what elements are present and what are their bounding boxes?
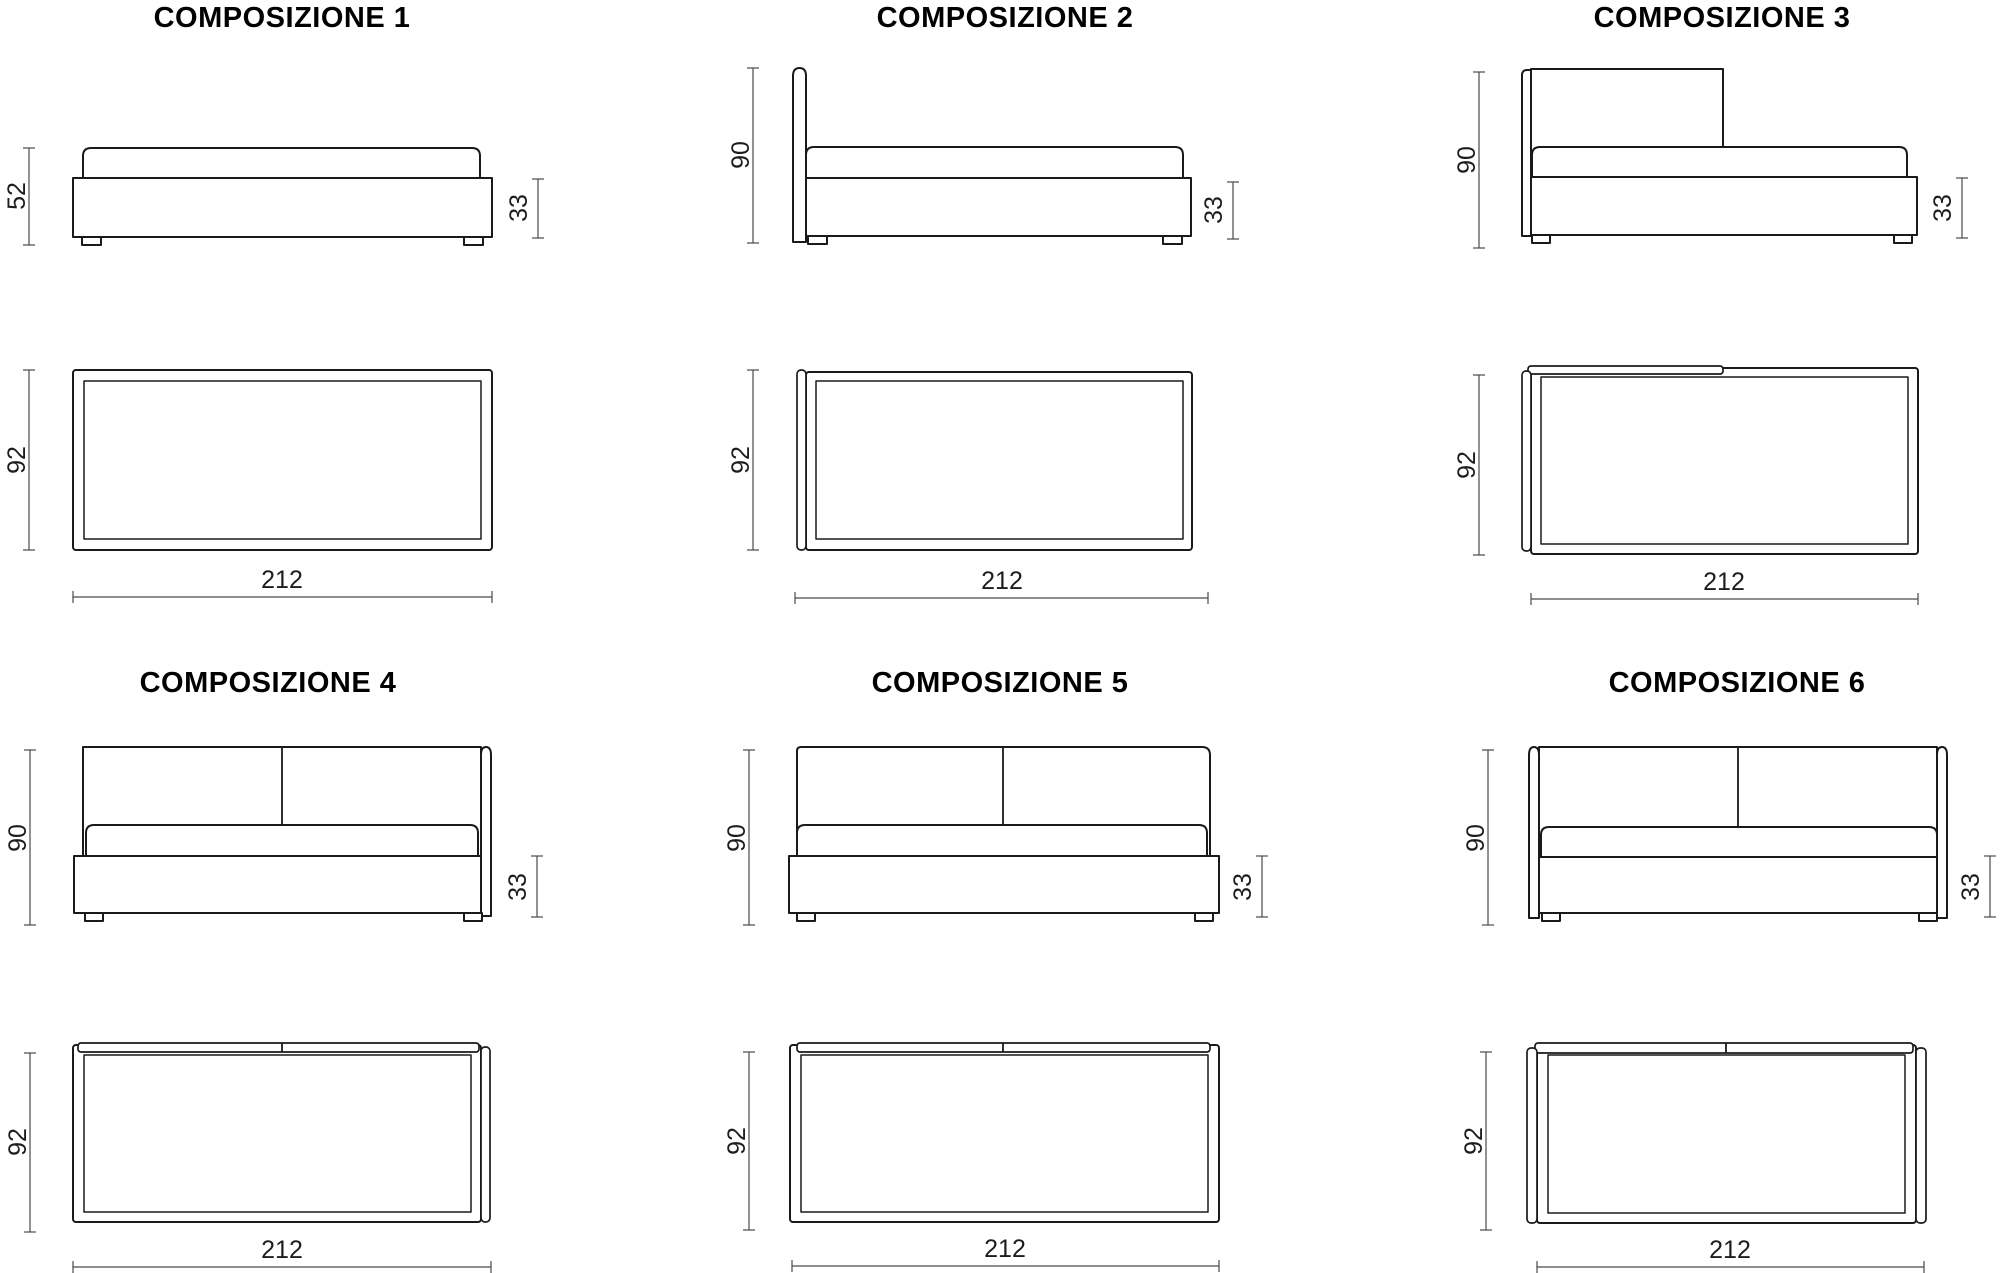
dim-plan-depth [723,1052,755,1230]
elevation-view [1522,69,1917,243]
composition-title: COMPOSIZIONE 4 [139,667,397,699]
elevation-view [74,747,491,921]
foot-right [1163,236,1182,244]
dim-label: 92 [723,1127,751,1155]
foot-left [82,237,101,245]
dim-overall-height [727,68,759,243]
plan-view [1522,366,1918,554]
dim-overall-height [3,148,35,245]
mattress [83,148,480,180]
plan-outline [806,372,1192,550]
dim-label: 90 [1453,146,1481,174]
dim-label: 92 [1453,451,1481,479]
dim-base-height [1229,856,1268,917]
plan-outline [790,1045,1219,1222]
dim-base-height [504,856,543,917]
dim-plan-depth [1453,375,1485,555]
foot-left [808,236,827,244]
foot-right [1195,913,1213,921]
bed-base [73,178,492,237]
plan-outline [1531,368,1918,554]
mattress [86,825,478,858]
plan-headboard-strip [78,1043,479,1052]
elevation-view [1529,747,1947,921]
composition-title: COMPOSIZIONE 2 [876,2,1134,34]
dim-label: 33 [505,194,533,222]
dim-plan-length [792,1235,1219,1272]
dim-label: 92 [3,446,31,474]
dim-base-height [1200,182,1239,239]
dim-label: 33 [1957,873,1985,901]
composition-2 [727,2,1239,604]
bed-base [74,856,483,913]
dim-base-height [505,179,544,238]
dim-label: 212 [981,567,1023,595]
dim-label: 212 [261,566,303,594]
elevation-view [793,68,1191,244]
dim-plan-length [1537,1236,1924,1273]
plan-outline [1537,1045,1916,1223]
composition-4 [4,667,543,1273]
dim-base-height [1929,178,1968,238]
plan-view [790,1043,1219,1222]
bed-base [789,856,1219,913]
side-panel-right [481,747,491,916]
dim-overall-height [1453,72,1485,248]
plan-outline [73,370,492,550]
composition-6 [1460,667,1996,1273]
foot-right [464,237,483,245]
foot-right [1919,913,1937,921]
composition-3 [1453,2,1968,605]
elevation-view [73,148,492,245]
plan-view [73,1043,490,1222]
composition-title: COMPOSIZIONE 1 [153,2,411,34]
dim-overall-height [723,750,755,925]
side-panel-left [1529,747,1539,918]
dim-overall-height [4,750,36,925]
plan-side-panel-left [1527,1048,1537,1223]
composition-title: COMPOSIZIONE 6 [1608,667,1866,699]
dim-label: 90 [4,824,32,852]
plan-side-panel-left [1522,371,1531,551]
dim-label: 33 [1200,196,1228,224]
headboard-panel [793,68,806,242]
dim-plan-length [1531,568,1918,605]
dim-plan-length [73,1236,491,1273]
mattress [806,147,1183,180]
dim-label: 212 [261,1236,303,1264]
composition-5 [723,667,1268,1272]
dim-label: 212 [1709,1236,1751,1264]
plan-outline [73,1045,481,1222]
foot-right [464,913,482,921]
dim-label: 92 [727,446,755,474]
plan-view [1527,1043,1926,1223]
dim-label: 52 [3,182,31,210]
plan-side-panel-right [481,1047,490,1222]
bed-base [806,178,1191,236]
composition-1 [3,2,544,603]
foot-left [1532,235,1550,243]
elevation-view [789,747,1219,921]
dim-label: 33 [504,873,532,901]
side-panel-left [1522,70,1531,236]
foot-left [1542,913,1560,921]
composition-title: COMPOSIZIONE 5 [871,667,1129,699]
bed-base [1528,177,1917,235]
dim-label: 92 [4,1128,32,1156]
foot-right [1894,235,1912,243]
plan-headboard-strip [1528,366,1723,374]
dim-plan-depth [1460,1052,1492,1230]
dim-label: 212 [984,1235,1026,1263]
dim-label: 212 [1703,568,1745,596]
dim-overall-height [1462,750,1494,925]
dim-label: 33 [1229,873,1257,901]
composition-title: COMPOSIZIONE 3 [1593,2,1851,34]
dim-plan-depth [4,1053,36,1232]
plan-side-panel-right [1916,1048,1926,1223]
dim-label: 90 [727,141,755,169]
mattress [797,825,1207,858]
bed-base [1539,857,1937,913]
plan-view [797,370,1192,550]
foot-left [797,913,815,921]
mattress [1541,827,1937,858]
dim-label: 33 [1929,194,1957,222]
dim-label: 90 [1462,824,1490,852]
dim-plan-length [73,566,492,603]
mattress [1532,147,1907,178]
dim-plan-depth [727,370,759,550]
foot-left [85,913,103,921]
side-panel-right [1937,747,1947,918]
dim-plan-length [795,567,1208,604]
dim-plan-depth [3,370,35,550]
plan-headboard-panel [797,370,806,550]
plan-headboard-strip [1535,1043,1913,1053]
dim-label: 92 [1460,1127,1488,1155]
plan-view [73,370,492,550]
dim-label: 90 [723,824,751,852]
dim-base-height [1957,856,1996,917]
